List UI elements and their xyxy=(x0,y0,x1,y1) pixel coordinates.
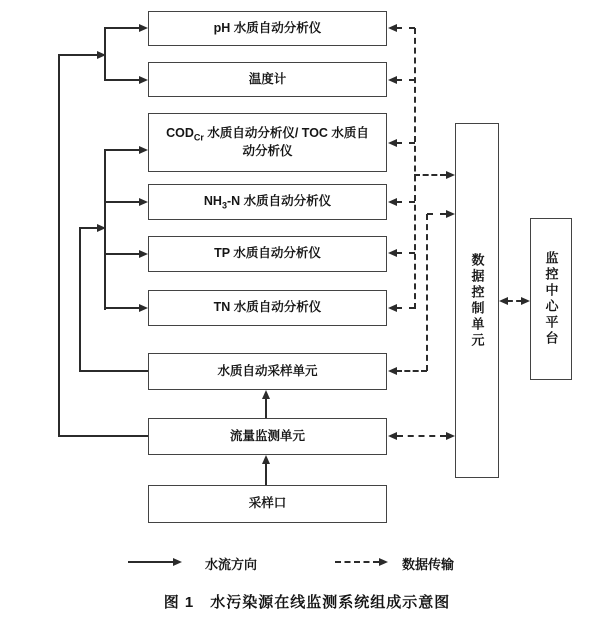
water-trunk2-vertical xyxy=(79,227,81,372)
water-trunk2-from-sampling-unit xyxy=(79,370,148,372)
arrowhead-into-flow-unit xyxy=(262,455,270,464)
data-busB-vertical xyxy=(426,214,428,371)
box-codcr-toc-analyzer xyxy=(148,113,387,172)
legend-water-flow-arrowhead xyxy=(173,558,182,566)
arrowhead-data-into-tn xyxy=(388,304,397,312)
arrowhead-data-into-control-unit-a xyxy=(446,171,455,179)
water-trunk2-branch xyxy=(79,227,97,229)
arrowhead-into-ph xyxy=(139,24,148,32)
box-ph-analyzer-label: pH 水质自动分析仪 xyxy=(213,20,322,35)
water-line-to-tp xyxy=(105,253,139,255)
box-thermometer xyxy=(148,62,387,97)
data-stub-tn xyxy=(396,307,415,309)
arrowhead-data-into-ph xyxy=(388,24,397,32)
box-tp-analyzer-label: TP 水质自动分析仪 xyxy=(214,246,321,261)
data-link-flow-unit-control-unit xyxy=(397,435,446,437)
data-link-control-unit-monitoring-center xyxy=(508,300,521,302)
box-auto-sampling-unit-label: 水质自动采样单元 xyxy=(217,363,318,378)
legend-data-transmission-arrowhead xyxy=(379,558,388,566)
arrowhead-into-tn xyxy=(139,304,148,312)
water-line-to-tn xyxy=(105,307,139,309)
box-monitoring-center-platform xyxy=(530,218,572,380)
legend-data-transmission-label: 数据传输 xyxy=(402,557,455,572)
legend-data-transmission-line xyxy=(335,561,379,563)
water-line-to-thermometer xyxy=(105,79,139,81)
box-sampling-port-label: 采样口 xyxy=(248,496,287,511)
water-line-port-to-flow-unit xyxy=(265,463,267,485)
box-thermometer-label: 温度计 xyxy=(248,71,287,86)
box-data-control-unit-label: 数据控制单元 xyxy=(469,252,485,349)
arrowhead-into-sampling-unit xyxy=(262,390,270,399)
arrowhead-into-thermometer xyxy=(139,76,148,84)
figure-caption: 图 1 水污染源在线监测系统组成示意图 xyxy=(163,594,451,611)
arrowhead-data-into-cod xyxy=(388,139,397,147)
box-flow-monitoring-unit xyxy=(148,418,387,455)
arrowhead-into-cod xyxy=(139,146,148,154)
arrowhead-data-into-monitoring-center xyxy=(521,297,530,305)
arrowhead-data-into-nh3n xyxy=(388,198,397,206)
data-stub-cod xyxy=(396,142,415,144)
box-flow-monitoring-unit-label: 流量监测单元 xyxy=(229,428,305,443)
data-busB-to-sampling-unit xyxy=(396,370,427,372)
data-busA-to-control-unit xyxy=(414,174,446,176)
arrowhead-data-into-flow-unit xyxy=(388,432,397,440)
arrowhead-data-into-sampling-unit xyxy=(388,367,397,375)
water-trunk1-from-flow-unit xyxy=(58,435,148,437)
box-nh3n-label: $NH_3-N$ 水质自动分析仪 xyxy=(203,194,332,211)
data-stub-nh3n xyxy=(396,201,415,203)
box-tn-analyzer xyxy=(148,290,387,326)
box-sampling-port xyxy=(148,485,387,523)
water-line-to-cod xyxy=(105,149,139,151)
arrowhead-into-nh3n xyxy=(139,198,148,206)
legend-water-flow-line xyxy=(128,561,173,563)
data-busA-vertical xyxy=(414,28,416,309)
water-junction1-vertical xyxy=(104,27,106,81)
arrowhead-data-into-control-unit-d xyxy=(499,297,508,305)
data-stub-tp xyxy=(396,252,415,254)
water-junction2-vertical xyxy=(104,149,106,310)
box-data-control-unit xyxy=(455,123,499,478)
box-tn-analyzer-label: TN 水质自动分析仪 xyxy=(213,300,322,315)
arrowhead-data-into-control-unit-c xyxy=(446,432,455,440)
arrowhead-into-tp xyxy=(139,250,148,258)
box-codcr-toc-label: $COD_{Cr}$ 水质自动分析仪/ TOC 水质自动分析仪 xyxy=(166,126,369,158)
data-stub-ph xyxy=(396,27,415,29)
data-busB-to-control-unit xyxy=(427,213,446,215)
legend-water-flow-label: 水流方向 xyxy=(205,557,258,572)
box-tp-analyzer xyxy=(148,236,387,272)
water-trunk1-vertical xyxy=(58,54,60,437)
box-ph-analyzer xyxy=(148,11,387,46)
arrowhead-data-into-thermometer xyxy=(388,76,397,84)
box-auto-sampling-unit xyxy=(148,353,387,390)
box-monitoring-center-platform-label: 监控中心平台 xyxy=(543,251,559,347)
data-stub-thermometer xyxy=(396,79,415,81)
arrowhead-data-into-control-unit-b xyxy=(446,210,455,218)
arrowhead-data-into-tp xyxy=(388,249,397,257)
water-trunk1-branch xyxy=(58,54,97,56)
box-nh3n-analyzer xyxy=(148,184,387,220)
water-line-to-ph xyxy=(105,27,139,29)
water-line-to-nh3n xyxy=(105,201,139,203)
water-line-flow-to-sampling-unit xyxy=(265,398,267,418)
